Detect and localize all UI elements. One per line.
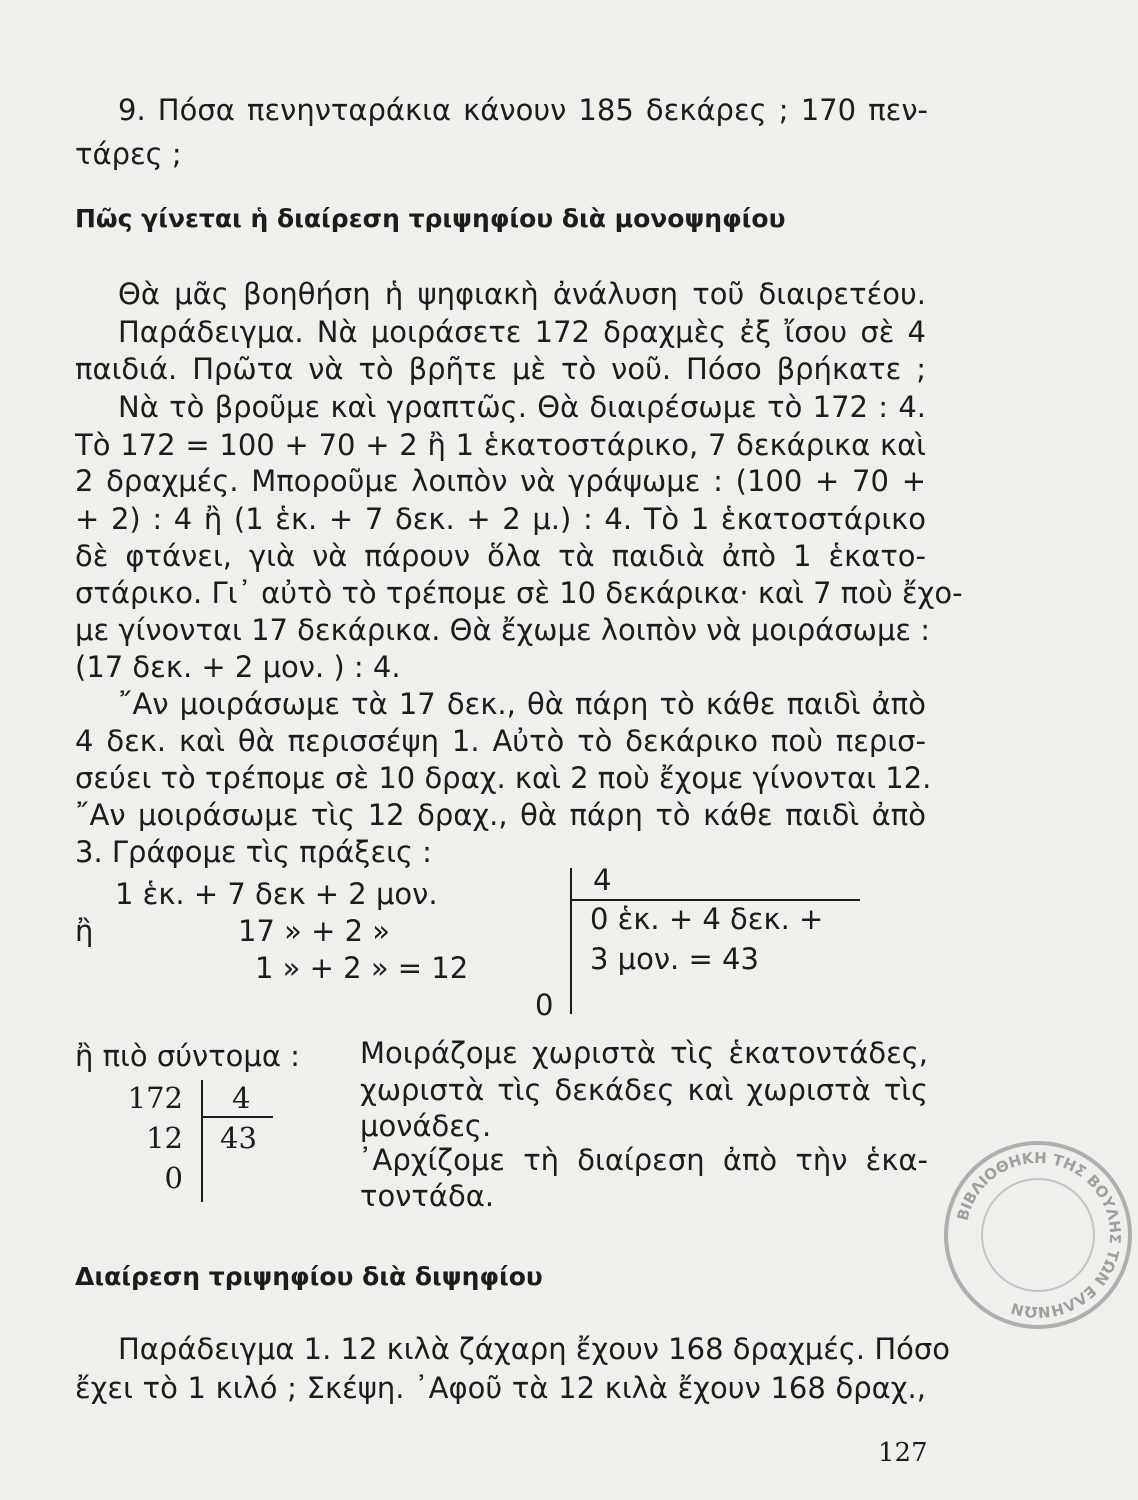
long-division-quotient-1: 0 ἑκ. + 4 δεκ. + [590,902,824,936]
stamp-text: ΒΙΒΛΙΟΘΗΚΗ ΤΗΣ ΒΟΥΛΗΣ ΤΩΝ ΕΛΛΗΝΩΝ [953,1148,1125,1322]
body-line: 3. Γράφομε τὶς πράξεις : [75,835,432,869]
body-line: Νὰ τὸ βροῦμε καὶ γραπτῶς. Θὰ διαιρέσωμε τὸ 172 : 4. [118,390,926,424]
svg-text:ΒΙΒΛΙΟΘΗΚΗ ΤΗΣ ΒΟΥΛΗΣ ΤΩΝ ΕΛΛΗ [954,1149,1125,1321]
body-line: ἔχει τὸ 1 κιλό ; Σκέψη. ᾽Αφοῦ τὰ 12 κιλὰ ἔχουν 168 δραχ., [75,1371,926,1405]
section-heading-twodigit: Διαίρεση τριψηφίου διὰ διψηφίου [75,1262,543,1291]
short-division-explanation: τοντάδα. [360,1179,495,1213]
short-division-explanation: χωριστὰ τὶς δεκάδες καὶ χωριστὰ τὶς [360,1073,928,1107]
body-line: με γίνονται 17 δεκάρικα. Θὰ ἔχωμε λοιπὸν νὰ μοιράσωμε : [75,613,931,647]
long-division-or: ἢ [75,914,94,948]
body-line: (17 δεκ. + 2 μον. ) : 4. [75,650,401,684]
body-line: ῎Αν μοιράσωμε τὰ 17 δεκ., θὰ πάρη τὸ κάθε παιδὶ ἀπὸ [118,687,926,721]
short-division-label: ἢ πιὸ σύντομα : [75,1039,300,1073]
long-division-vertical-bar [570,868,572,1014]
long-division-row-2: 17 » + 2 » [238,914,391,948]
short-division-explanation: μονάδες. [360,1109,492,1143]
long-division-row-1: 1 ἑκ. + 7 δεκ + 2 μον. [115,877,438,911]
short-division-horizontal-bar [201,1116,273,1118]
short-division-explanation: Μοιράζομε χωριστὰ τὶς ἑκατοντάδες, [360,1036,928,1070]
short-division-explanation: ᾽Αρχίζομε τὴ διαίρεση ἀπὸ τὴν ἑκα- [358,1143,928,1177]
short-division-vertical-bar [201,1080,203,1202]
body-line: δὲ φτάνει, γιὰ νὰ πάρουν ὅλα τὰ παιδιὰ ἀπὸ 1 ἑκατο- [75,539,926,573]
body-line: ῎Αν μοιράσωμε τὶς 12 δραχ., θὰ πάρη τὸ κάθε παιδὶ ἀπὸ [75,798,926,832]
short-division-remainder-1: 12 [146,1121,183,1155]
short-division-divisor: 4 [232,1081,251,1115]
long-division-divisor: 4 [593,863,612,897]
body-line: Θὰ μᾶς βοηθήση ἡ ψηφιακὴ ἀνάλυση τοῦ διαιρετέου. [118,277,926,311]
exercise-9-line-1: 9. Πόσα πενηνταράκια κάνουν 185 δεκάρες ; 170 πεν- [118,93,928,127]
short-division-dividend: 172 [127,1081,183,1115]
short-division-quotient: 43 [220,1121,257,1155]
body-line: Τὸ 172 = 100 + 70 + 2 ἢ 1 ἑκατοστάρικο, 7 δεκάρικα καὶ [75,428,926,462]
body-line: σεύει τὸ τρέπομε σὲ 10 δραχ. καὶ 2 ποὺ ἔχομε γίνονται 12. [75,761,932,795]
body-line: 4 δεκ. καὶ θὰ περισσέψη 1. Αὐτὸ τὸ δεκάρικο ποὺ περισ- [75,724,926,758]
body-line: Παράδειγμα. Νὰ μοιράσετε 172 δραχμὲς ἐξ ἴσου σὲ 4 [118,315,926,349]
section-heading-monodigit: Πῶς γίνεται ἡ διαίρεση τριψηφίου διὰ μονοψηφίου [75,204,786,233]
body-line: + 2) : 4 ἢ (1 ἑκ. + 7 δεκ. + 2 μ.) : 4. Τὸ 1 ἑκατοστάρικο [75,502,926,536]
exercise-9-line-2: τάρες ; [75,137,182,171]
body-line: στάρικο. Γι᾽ αὐτὸ τὸ τρέπομε σὲ 10 δεκάρικα· καὶ 7 ποὺ ἔχο- [75,576,963,610]
page-number: 127 [878,1438,928,1468]
body-line: Παράδειγμα 1. 12 κιλὰ ζάχαρη ἔχουν 168 δραχμές. Πόσο [118,1332,951,1366]
library-stamp [938,1135,1138,1335]
long-division-quotient-2: 3 μον. = 43 [590,942,759,976]
short-division-remainder-2: 0 [164,1161,183,1195]
body-line: 2 δραχμές. Μποροῦμε λοιπὸν νὰ γράψωμε : (100 + 70 + [75,464,926,498]
long-division-row-4: 0 [535,988,554,1022]
body-line: παιδιά. Πρῶτα νὰ τὸ βρῆτε μὲ τὸ νοῦ. Πόσο βρήκατε ; [75,352,926,386]
long-division-row-3: 1 » + 2 » = 12 [255,951,469,985]
